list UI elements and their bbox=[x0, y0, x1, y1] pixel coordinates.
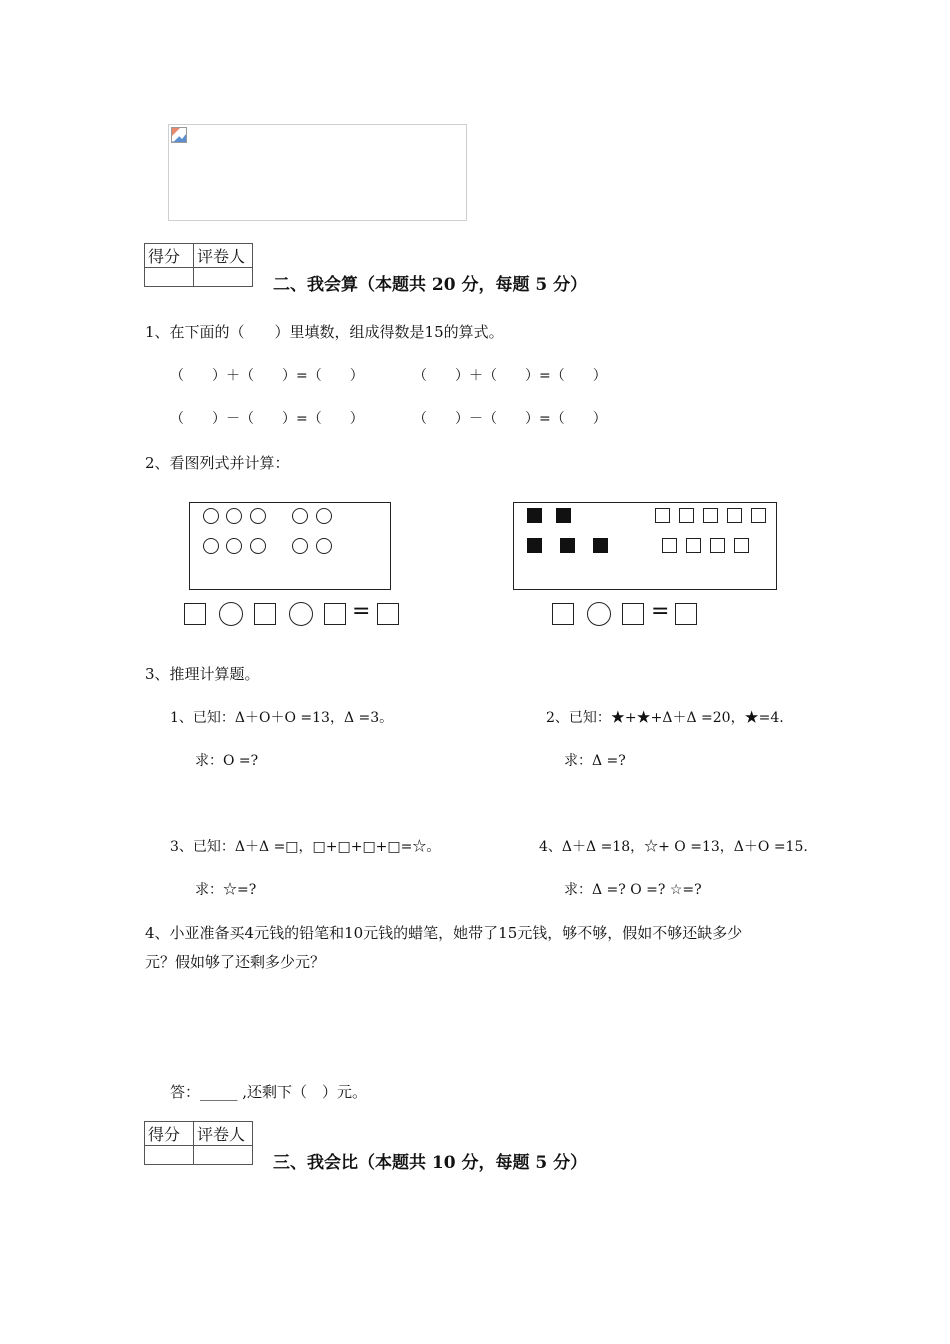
outline-square bbox=[727, 508, 742, 523]
filled-square bbox=[560, 538, 575, 553]
q4-line1: 4、小亚准备买4元钱的铅笔和10元钱的蜡笔，她带了15元钱，够不够，假如不够还缺多少 bbox=[145, 924, 743, 942]
q4-answer: 答：_____ ,还剩下（ ）元。 bbox=[170, 1083, 368, 1101]
outline-square bbox=[662, 538, 677, 553]
circle-shape bbox=[203, 538, 219, 554]
q1-row2-right: （ ）－（ ）=（ ） bbox=[413, 411, 607, 427]
q3-p2-ask: 求：Δ =? bbox=[564, 753, 626, 769]
answer-box[interactable] bbox=[552, 603, 574, 625]
circle-shape bbox=[316, 538, 332, 554]
q3-text: 3、推理计算题。 bbox=[145, 665, 260, 683]
outline-square bbox=[655, 508, 670, 523]
q3-p3-given: 3、已知：Δ＋Δ =□，□+□+□+□=☆。 bbox=[170, 839, 441, 855]
image-placeholder bbox=[168, 124, 467, 221]
answer-box[interactable] bbox=[324, 603, 346, 625]
equal-sign: = bbox=[651, 599, 670, 624]
q4-line2: 元？假如够了还剩多少元？ bbox=[145, 953, 326, 971]
reviewer-label: 评卷人 bbox=[194, 1122, 253, 1146]
q1-row2-left: （ ）－（ ）=（ ） bbox=[170, 411, 364, 427]
answer-box[interactable] bbox=[675, 603, 697, 625]
outline-square bbox=[679, 508, 694, 523]
q3-p1-given: 1、已知：Δ＋O＋O =13，Δ =3。 bbox=[170, 710, 394, 726]
outline-square bbox=[686, 538, 701, 553]
q3-p2-given: 2、已知：★+★+Δ＋Δ =20，★=4. bbox=[546, 710, 784, 726]
filled-square bbox=[527, 538, 542, 553]
answer-box[interactable] bbox=[622, 603, 644, 625]
operator-circle[interactable] bbox=[587, 602, 611, 626]
q3-p4-ask: 求：Δ =? O =? ☆=? bbox=[564, 882, 702, 898]
score-table bbox=[144, 243, 253, 287]
equal-sign: = bbox=[352, 599, 371, 624]
q1-row1-left: （ ）＋（ ）=（ ） bbox=[170, 368, 364, 384]
circle-shape bbox=[250, 538, 266, 554]
outline-square bbox=[734, 538, 749, 553]
q3-p4-given: 4、Δ＋Δ =18，☆+ O =13，Δ＋O =15. bbox=[539, 839, 808, 855]
score-label: 得分 bbox=[145, 1122, 194, 1146]
filled-square bbox=[527, 508, 542, 523]
operator-circle[interactable] bbox=[289, 602, 313, 626]
score-cell[interactable] bbox=[145, 1146, 194, 1165]
section3-title: 三、我会比（本题共 10 分，每题 5 分） bbox=[273, 1153, 588, 1173]
operator-circle[interactable] bbox=[219, 602, 243, 626]
filled-square bbox=[593, 538, 608, 553]
score-cell[interactable] bbox=[145, 268, 194, 287]
filled-square bbox=[556, 508, 571, 523]
answer-box[interactable] bbox=[377, 603, 399, 625]
q3-p3-ask: 求：☆=? bbox=[195, 882, 257, 898]
outline-square bbox=[751, 508, 766, 523]
q3-p1-ask: 求：O =? bbox=[195, 753, 259, 769]
q2-text: 2、看图列式并计算： bbox=[145, 454, 290, 472]
q1-text: 1、在下面的（ ）里填数，组成得数是15的算式。 bbox=[145, 323, 504, 341]
reviewer-cell[interactable] bbox=[194, 1146, 253, 1165]
broken-image-icon bbox=[171, 127, 187, 143]
section2-title: 二、我会算（本题共 20 分，每题 5 分） bbox=[273, 275, 588, 295]
outline-square bbox=[710, 538, 725, 553]
outline-square bbox=[703, 508, 718, 523]
circle-shape bbox=[292, 538, 308, 554]
q1-row1-right: （ ）＋（ ）=（ ） bbox=[413, 368, 607, 384]
circles-panel bbox=[189, 502, 391, 590]
reviewer-cell[interactable] bbox=[194, 268, 253, 287]
circle-shape bbox=[203, 508, 219, 524]
circle-shape bbox=[226, 538, 242, 554]
circle-shape bbox=[316, 508, 332, 524]
reviewer-label: 评卷人 bbox=[194, 244, 253, 268]
answer-box[interactable] bbox=[254, 603, 276, 625]
answer-box[interactable] bbox=[184, 603, 206, 625]
circle-shape bbox=[250, 508, 266, 524]
score-label: 得分 bbox=[145, 244, 194, 268]
circle-shape bbox=[292, 508, 308, 524]
circle-shape bbox=[226, 508, 242, 524]
score-table bbox=[144, 1121, 253, 1165]
